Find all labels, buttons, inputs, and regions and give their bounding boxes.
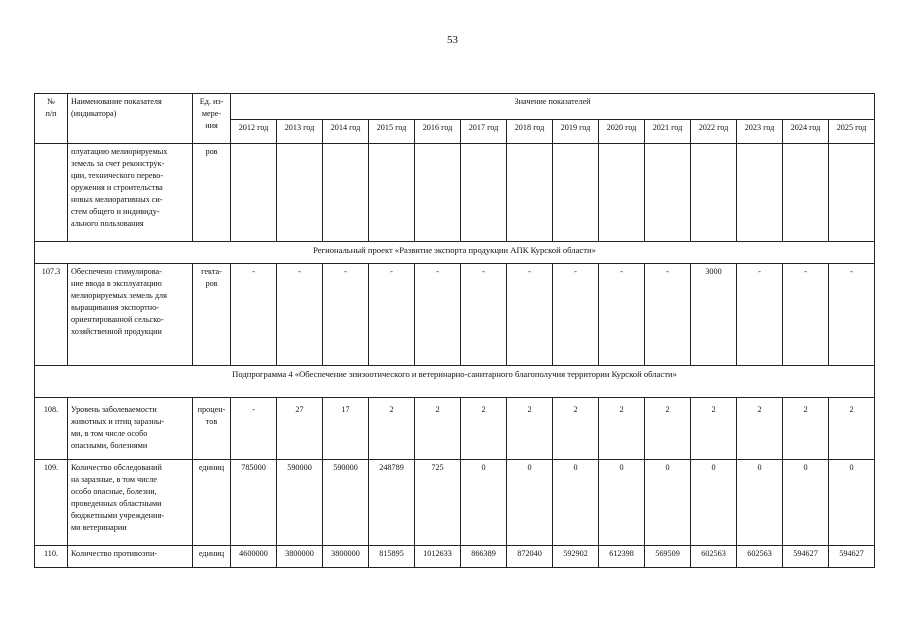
row-name: Обеспечено стимулирова- ние ввода в эксплуатацию мелиорируемых земель для выращивания экспортно- ориентированной сельско- хозяйственной продукции [68,264,193,366]
row-value: 2 [645,398,691,460]
row-value [277,144,323,242]
row-num [35,144,68,242]
row-value: 602563 [737,546,783,568]
row-value: 569509 [645,546,691,568]
row-value [691,144,737,242]
row-value: - [323,264,369,366]
row-value: 2 [507,398,553,460]
row-value: 2 [369,398,415,460]
year-header: 2016 год [415,120,461,144]
row-value: 0 [599,460,645,546]
row-value: 725 [415,460,461,546]
table-row [35,398,875,460]
year-header: 2025 год [829,120,875,144]
row-value: 590000 [323,460,369,546]
row-value [645,144,691,242]
row-value: 4600000 [231,546,277,568]
row-value [553,144,599,242]
row-unit: гекта- ров [193,264,231,366]
row-unit: ров [193,144,231,242]
header-name: Наименование показателя (индикатора) [68,94,193,144]
row-value: - [461,264,507,366]
row-value: 2 [553,398,599,460]
section-row [35,366,875,398]
row-value: 0 [507,460,553,546]
row-value: 3800000 [323,546,369,568]
row-value [737,144,783,242]
row-value: 2 [461,398,507,460]
year-header: 2020 год [599,120,645,144]
row-value: 0 [461,460,507,546]
table-row [35,264,875,366]
row-value: 872040 [507,546,553,568]
row-name: плуатацию мелиорируемых земель за счет реконструк- ции, технического перево- оружения и строительства новых мелиоративных си- стем общего и индивиду- ального пользования [68,144,193,242]
row-value: 17 [323,398,369,460]
row-num: 110. [35,546,68,568]
row-value [599,144,645,242]
section-title-subprogram: Подпрограмма 4 «Обеспечение эпизоотического и ветеринарно-санитарного благополучия территории Курской области» [35,366,875,398]
row-name: Количество противоэпи- [68,546,193,568]
page-number: 53 [447,34,458,46]
row-name: Количество обследований на заразные, в том числе особо опасные, болезни, проведенных областными бюджетными учреждения- ми ветеринарии [68,460,193,546]
row-value: - [507,264,553,366]
row-value: 3000 [691,264,737,366]
year-header: 2014 год [323,120,369,144]
header-unit: Ед. из- мере- ния [193,94,231,144]
row-unit: единиц [193,460,231,546]
row-value: - [277,264,323,366]
row-name: Уровень заболеваемости животных и птиц заразны- ми, в том числе особо опасными, болезнями [68,398,193,460]
row-value: 27 [277,398,323,460]
header-num: № п/п [35,94,68,144]
row-value: 0 [553,460,599,546]
row-value: 590000 [277,460,323,546]
row-value: 0 [737,460,783,546]
row-value: - [369,264,415,366]
row-unit: процен- тов [193,398,231,460]
row-value [783,144,829,242]
row-num: 108. [35,398,68,460]
row-value: - [599,264,645,366]
row-value: 602563 [691,546,737,568]
row-value: 0 [829,460,875,546]
row-value: 612398 [599,546,645,568]
row-value [231,144,277,242]
header-row-top [35,94,875,120]
row-value: - [645,264,691,366]
header-values-title: Значение показателей [231,94,875,120]
row-value: - [231,398,277,460]
row-value: 785000 [231,460,277,546]
row-value: 3800000 [277,546,323,568]
year-header: 2019 год [553,120,599,144]
year-header: 2018 год [507,120,553,144]
year-header: 2013 год [277,120,323,144]
year-header: 2012 год [231,120,277,144]
table-row [35,144,875,242]
row-value: 2 [783,398,829,460]
row-value: 0 [783,460,829,546]
row-value: - [783,264,829,366]
row-value: 0 [645,460,691,546]
row-value [829,144,875,242]
section-title-regional: Региональный проект «Развитие экспорта продукции АПК Курской области» [35,242,875,264]
row-value: 0 [691,460,737,546]
row-value: 2 [829,398,875,460]
row-value: 815895 [369,546,415,568]
row-value [461,144,507,242]
row-value [369,144,415,242]
row-value: 1012633 [415,546,461,568]
row-value: 592902 [553,546,599,568]
section-row [35,242,875,264]
row-value: - [737,264,783,366]
year-header: 2017 год [461,120,507,144]
row-num: 107.3 [35,264,68,366]
row-value: - [231,264,277,366]
row-value [415,144,461,242]
indicator-table [34,93,875,568]
row-value: 2 [599,398,645,460]
row-value: - [829,264,875,366]
row-value: 248789 [369,460,415,546]
row-value [507,144,553,242]
row-value [323,144,369,242]
row-unit: единиц [193,546,231,568]
table-row [35,460,875,546]
year-header: 2015 год [369,120,415,144]
year-header: 2022 год [691,120,737,144]
table-row [35,546,875,568]
row-value: 594627 [783,546,829,568]
row-value: 594627 [829,546,875,568]
year-header: 2021 год [645,120,691,144]
row-value: - [553,264,599,366]
year-header: 2023 год [737,120,783,144]
row-value: 2 [415,398,461,460]
year-header: 2024 год [783,120,829,144]
row-value: 2 [737,398,783,460]
row-value: 2 [691,398,737,460]
row-num: 109. [35,460,68,546]
row-value: - [415,264,461,366]
row-value: 866389 [461,546,507,568]
